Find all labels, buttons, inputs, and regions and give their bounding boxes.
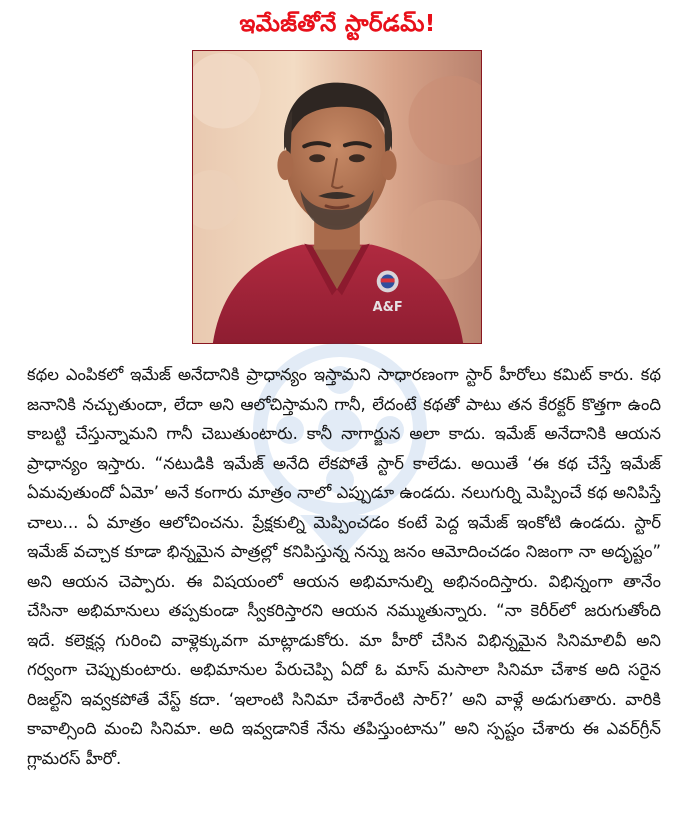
portrait-illustration	[193, 51, 481, 343]
shirt-badge-text: A&F	[372, 300, 403, 316]
article-headline: ఇమేజ్‌తోనే స్టార్‌డమ్!	[239, 11, 436, 37]
article-body: కథల ఎంపికలో ఇమేజ్ అనేదానికి ప్రాధాన్యం ఇస్తామని సాధారణంగా స్టార్ హీరోలు కమిట్ కారు. కథ జనానికి నచ్చుతుందా, లేదా అని ఆలోచిస్తామని గానీ, లేదంటే కథతో పాటు తన కేరక్టర్ కొత్తగా ఉంది కాబట్టి చేస్తున్నామని గానీ చెబుతుంటారు. కానీ నాగార్జున అలా కాదు. ఇమేజ్ అనేదానికి ఆయన ప్రాధాన్యం ఇస్తారు. “నటుడికి ఇమేజ్ అనేది లేకపోతే స్టార్ కాలేడు. అయితే ‘ఈ కథ చేస్తే ఇమేజ్ ఏమవుతుందో ఏమో’ అనే కంగారు మాత్రం నాలో ఎప్పుడూ ఉండదు. నలుగుర్ని మెప్పించే కథ అనిపిస్తే చాలు... ఏ మాత్రం ఆలోచించను. ప్రేక్షకుల్ని మెప్పించడం కంటే పెద్ద ఇమేజ్ ఇంకోటి ఉండదు. స్టార్ ఇమేజ్ వచ్చాక కూడా భిన్నమైన పాత్రల్లో కనిపిస్తున్న నన్ను జనం ఆమోదించడం నిజంగా నా అదృష్టం” అని ఆయన చెప్పారు. ఈ విషయంలో ఆయన అభిమానుల్ని అభినందిస్తారు. విభిన్నంగా తానేం చేసినా అభిమానులు తప్పకుండా స్వీకరిస్తారని ఆయన నమ్ముతున్నారు. “నా కెరీర్‌లో జరుగుతోంది ఇదే. కలెక్షన్ల గురించి వాళ్లెక్కువగా మాట్లాడుకోరు. మా హీరో చేసిన విభిన్నమైన సినిమాలివీ అని గర్వంగా చెప్పుకుంటారు. అభిమానుల పేరుచెప్పి ఏదో ఓ మాస్ మసాలా సినిమా చేశాక అది సరైన రిజల్ట్‌ని ఇవ్వకపోతే వేస్ట్ కదా. ‘ఇలాంటి సినిమా చేశారేంటి సార్?’ అని వాళ్లే అడుగుతారు. వారికి కావాల్సింది మంచి సినిమా. అది ఇవ్వడానికే నేను తపిస్తుంటాను” అని స్పష్టం చేశారు ఈ ఎవర్‌గ్రీన్ గ్లామరస్ హీరో.	[27, 365, 661, 768]
article-photo	[192, 50, 482, 344]
